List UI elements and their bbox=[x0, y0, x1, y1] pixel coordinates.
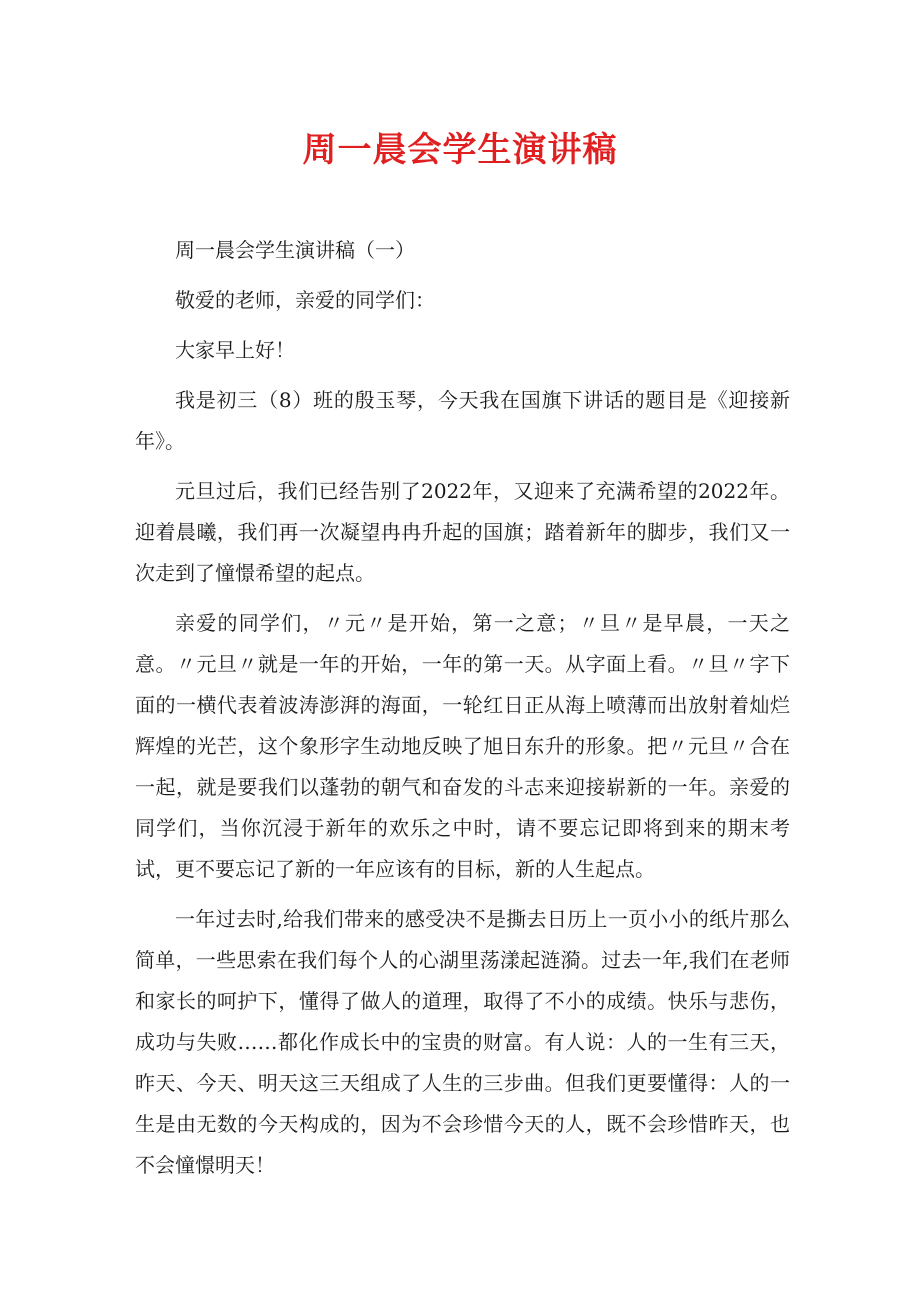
paragraph-new-year: 元旦过后，我们已经告别了2022年，又迎来了充满希望的2022年。迎着晨曦，我们再一次凝望冉冉升起的国旗；踏着新年的脚步，我们又一次走到了憧憬希望的起点。 bbox=[135, 479, 790, 585]
paragraph-introduction: 我是初三（8）班的殷玉琴，今天我在国旗下讲话的题目是《迎接新年》。 bbox=[135, 388, 790, 453]
paragraph-greeting: 大家早上好！ bbox=[175, 338, 295, 362]
document-body bbox=[135, 230, 790, 1195]
paragraph-yuandan-meaning: 亲爱的同学们，〃元〃是开始，第一之意；〃旦〃是早晨，一天之意。〃元旦〃就是一年的开始，一年的第一天。从字面上看。〃旦〃字下面的一横代表着波涛澎湃的海面，一轮红日正从海上喷薄而出放射着灿烂辉煌的光芒，这个象形字生动地反映了旭日东升的形象。把〃元旦〃合在一起，就是要我们以蓬勃的朝气和奋发的斗志来迎接崭新的一年。亲爱的同学们，当你沉浸于新年的欢乐之中时，请不要忘记即将到来的期末考试，更不要忘记了新的一年应该有的目标，新的人生起点。 bbox=[135, 611, 790, 881]
paragraph-reflection: 一年过去时,给我们带来的感受决不是撕去日历上一页小小的纸片那么简单，一些思索在我们每个人的心湖里荡漾起涟漪。过去一年,我们在老师和家长的呵护下，懂得了做人的道理，取得了不小的成绩。快乐与悲伤，成功与失败……都化作成长中的宝贵的财富。有人说：人的一生有三天，昨天、今天、明天这三天组成了人生的三步曲。但我们更要懂得：人的一生是由无数的今天构成的，因为不会珍惜今天的人，既不会珍惜昨天，也不会憧憬明天！ bbox=[135, 907, 790, 1177]
document-title: 周一晨会学生演讲稿 bbox=[302, 130, 618, 170]
paragraph-subtitle: 周一晨会学生演讲稿（一） bbox=[175, 238, 415, 262]
paragraph-salutation: 敬爱的老师，亲爱的同学们： bbox=[175, 288, 435, 312]
